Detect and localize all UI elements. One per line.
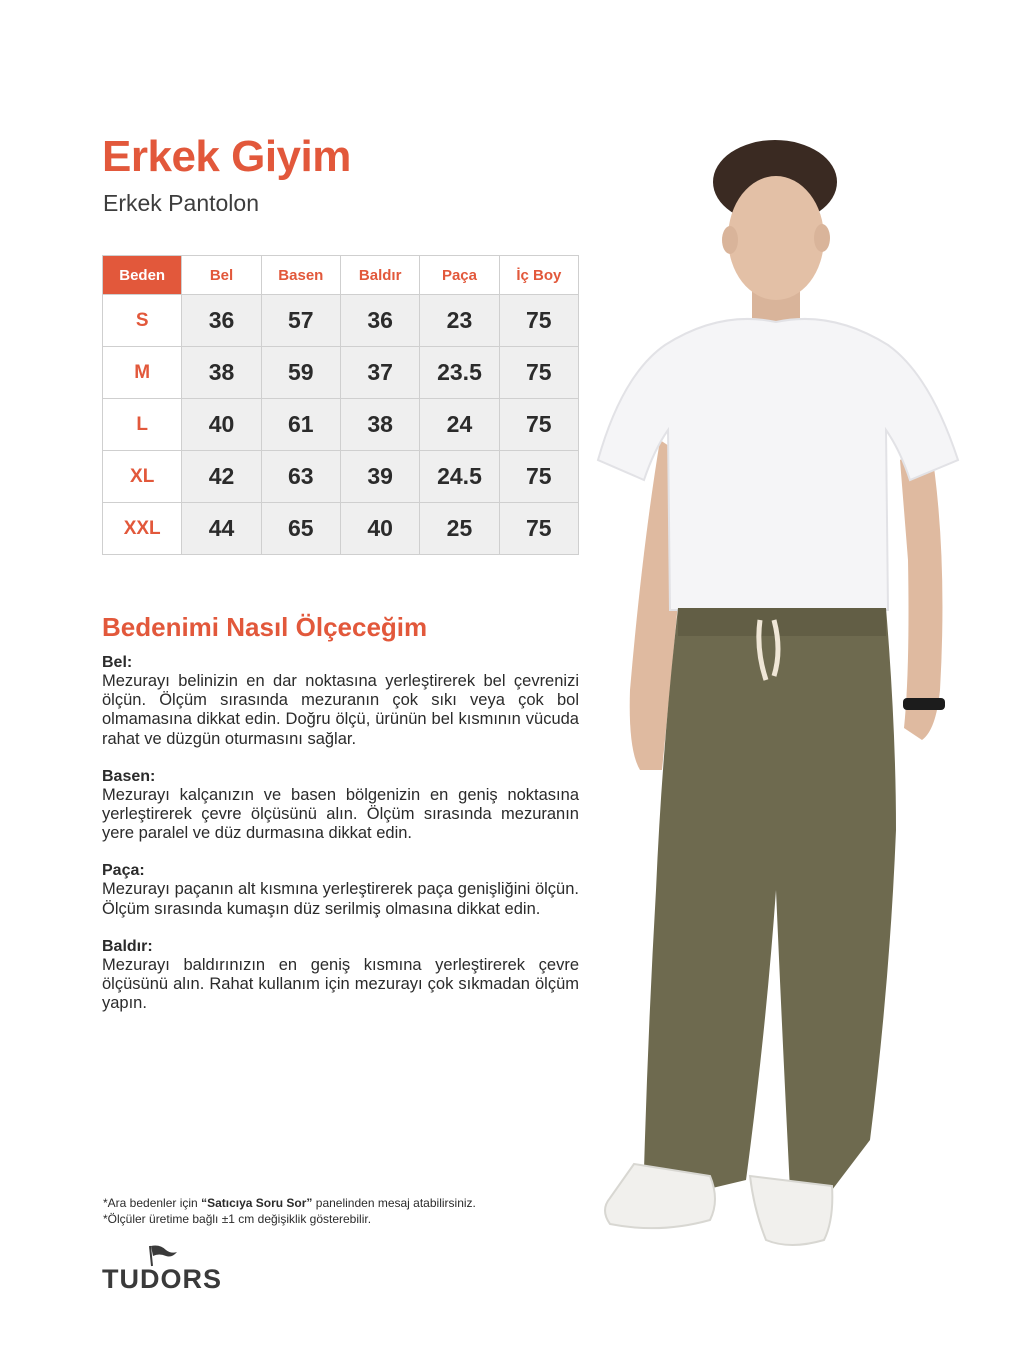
header-basen: Basen xyxy=(261,256,340,295)
table-cell: 38 xyxy=(182,347,261,399)
footnote-1-bold: “Satıcıya Soru Sor” xyxy=(201,1196,313,1210)
model-figure xyxy=(598,140,958,1245)
table-cell: 75 xyxy=(499,295,578,347)
table-cell: 65 xyxy=(261,503,340,555)
table-cell: 63 xyxy=(261,451,340,503)
table-cell: 39 xyxy=(340,451,419,503)
table-row xyxy=(103,399,579,451)
size-label: L xyxy=(103,399,182,451)
guide-text: Mezurayı kalçanızın ve basen bölgenizin en geniş noktasına yerleştirerek çevre ölçüsünü alın. Ölçüm sırasında mezuranın yere paralel ve düz durmasına dikkat edin. xyxy=(102,785,579,843)
guide-heading: Paça: xyxy=(102,862,145,880)
size-table xyxy=(102,255,579,555)
table-cell: 44 xyxy=(182,503,261,555)
header-ic-boy: İç Boy xyxy=(499,256,578,295)
guide-heading: Baldır: xyxy=(102,937,153,955)
brand-logo xyxy=(100,1244,230,1300)
guide-item-baldir xyxy=(102,937,579,1014)
table-row xyxy=(103,451,579,503)
guide-item-bel xyxy=(102,653,579,749)
measurement-guide xyxy=(102,653,579,1031)
footnote-2: *Ölçüler üretime bağlı ±1 cm değişiklik gösterebilir. xyxy=(103,1212,372,1226)
model-photo xyxy=(570,130,970,1270)
guide-text: Mezurayı paçanın alt kısmına yerleştirerek paça genişliğini ölçün. Ölçüm sırasında kumaşın düz serilmiş olmasına dikkat edin. xyxy=(102,880,579,918)
footnote-1 xyxy=(103,1195,476,1211)
size-label: S xyxy=(103,295,182,347)
footnote-1-prefix: *Ara bedenler için xyxy=(103,1196,202,1210)
table-cell: 24 xyxy=(420,399,499,451)
table-cell: 75 xyxy=(499,503,578,555)
table-cell: 38 xyxy=(340,399,419,451)
table-cell: 23.5 xyxy=(420,347,499,399)
size-label: XL xyxy=(103,451,182,503)
table-cell: 37 xyxy=(340,347,419,399)
table-cell: 40 xyxy=(182,399,261,451)
guide-item-basen xyxy=(102,767,579,844)
header-paca: Paça xyxy=(420,256,499,295)
table-cell: 75 xyxy=(499,399,578,451)
guide-heading: Basen: xyxy=(102,767,156,785)
table-cell: 59 xyxy=(261,347,340,399)
guide-text: Mezurayı baldırınızın en geniş kısmına yerleştirerek çevre ölçüsünü alın. Rahat kullanım için mezurayı çok sıkmadan ölçüm yapın. xyxy=(102,955,579,1013)
table-cell: 75 xyxy=(499,451,578,503)
footnotes xyxy=(103,1195,476,1227)
page-subtitle: Erkek Pantolon xyxy=(103,190,259,216)
guide-title: Bedenimi Nasıl Ölçeceğim xyxy=(102,612,428,642)
size-table-header-row xyxy=(103,256,579,295)
table-cell: 75 xyxy=(499,347,578,399)
table-cell: 40 xyxy=(340,503,419,555)
page-title: Erkek Giyim xyxy=(102,132,351,181)
table-cell: 24.5 xyxy=(420,451,499,503)
table-row xyxy=(103,295,579,347)
table-cell: 23 xyxy=(420,295,499,347)
size-label: XXL xyxy=(103,503,182,555)
header-baldir: Baldır xyxy=(340,256,419,295)
logo-text: TUDORS xyxy=(102,1264,222,1294)
header-beden: Beden xyxy=(103,256,182,295)
guide-text: Mezurayı belinizin en dar noktasına yerleştirerek bel çevrenizi ölçün. Ölçüm sırasında mezuranın çok sıkı veya çok bol olmamasına dikkat edin. Doğru ölçü, ürünün bel kısmının vücuda rahat ve düzgün oturmasını sağlar. xyxy=(102,672,579,748)
table-cell: 57 xyxy=(261,295,340,347)
table-cell: 61 xyxy=(261,399,340,451)
header-bel: Bel xyxy=(182,256,261,295)
table-cell: 25 xyxy=(420,503,499,555)
table-cell: 36 xyxy=(340,295,419,347)
table-row xyxy=(103,503,579,555)
footnote-1-suffix: panelinden mesaj atabilirsiniz. xyxy=(312,1196,476,1210)
table-cell: 42 xyxy=(182,451,261,503)
size-label: M xyxy=(103,347,182,399)
guide-item-paca xyxy=(102,861,579,918)
table-row xyxy=(103,347,579,399)
table-cell: 36 xyxy=(182,295,261,347)
guide-heading: Bel: xyxy=(102,654,133,671)
